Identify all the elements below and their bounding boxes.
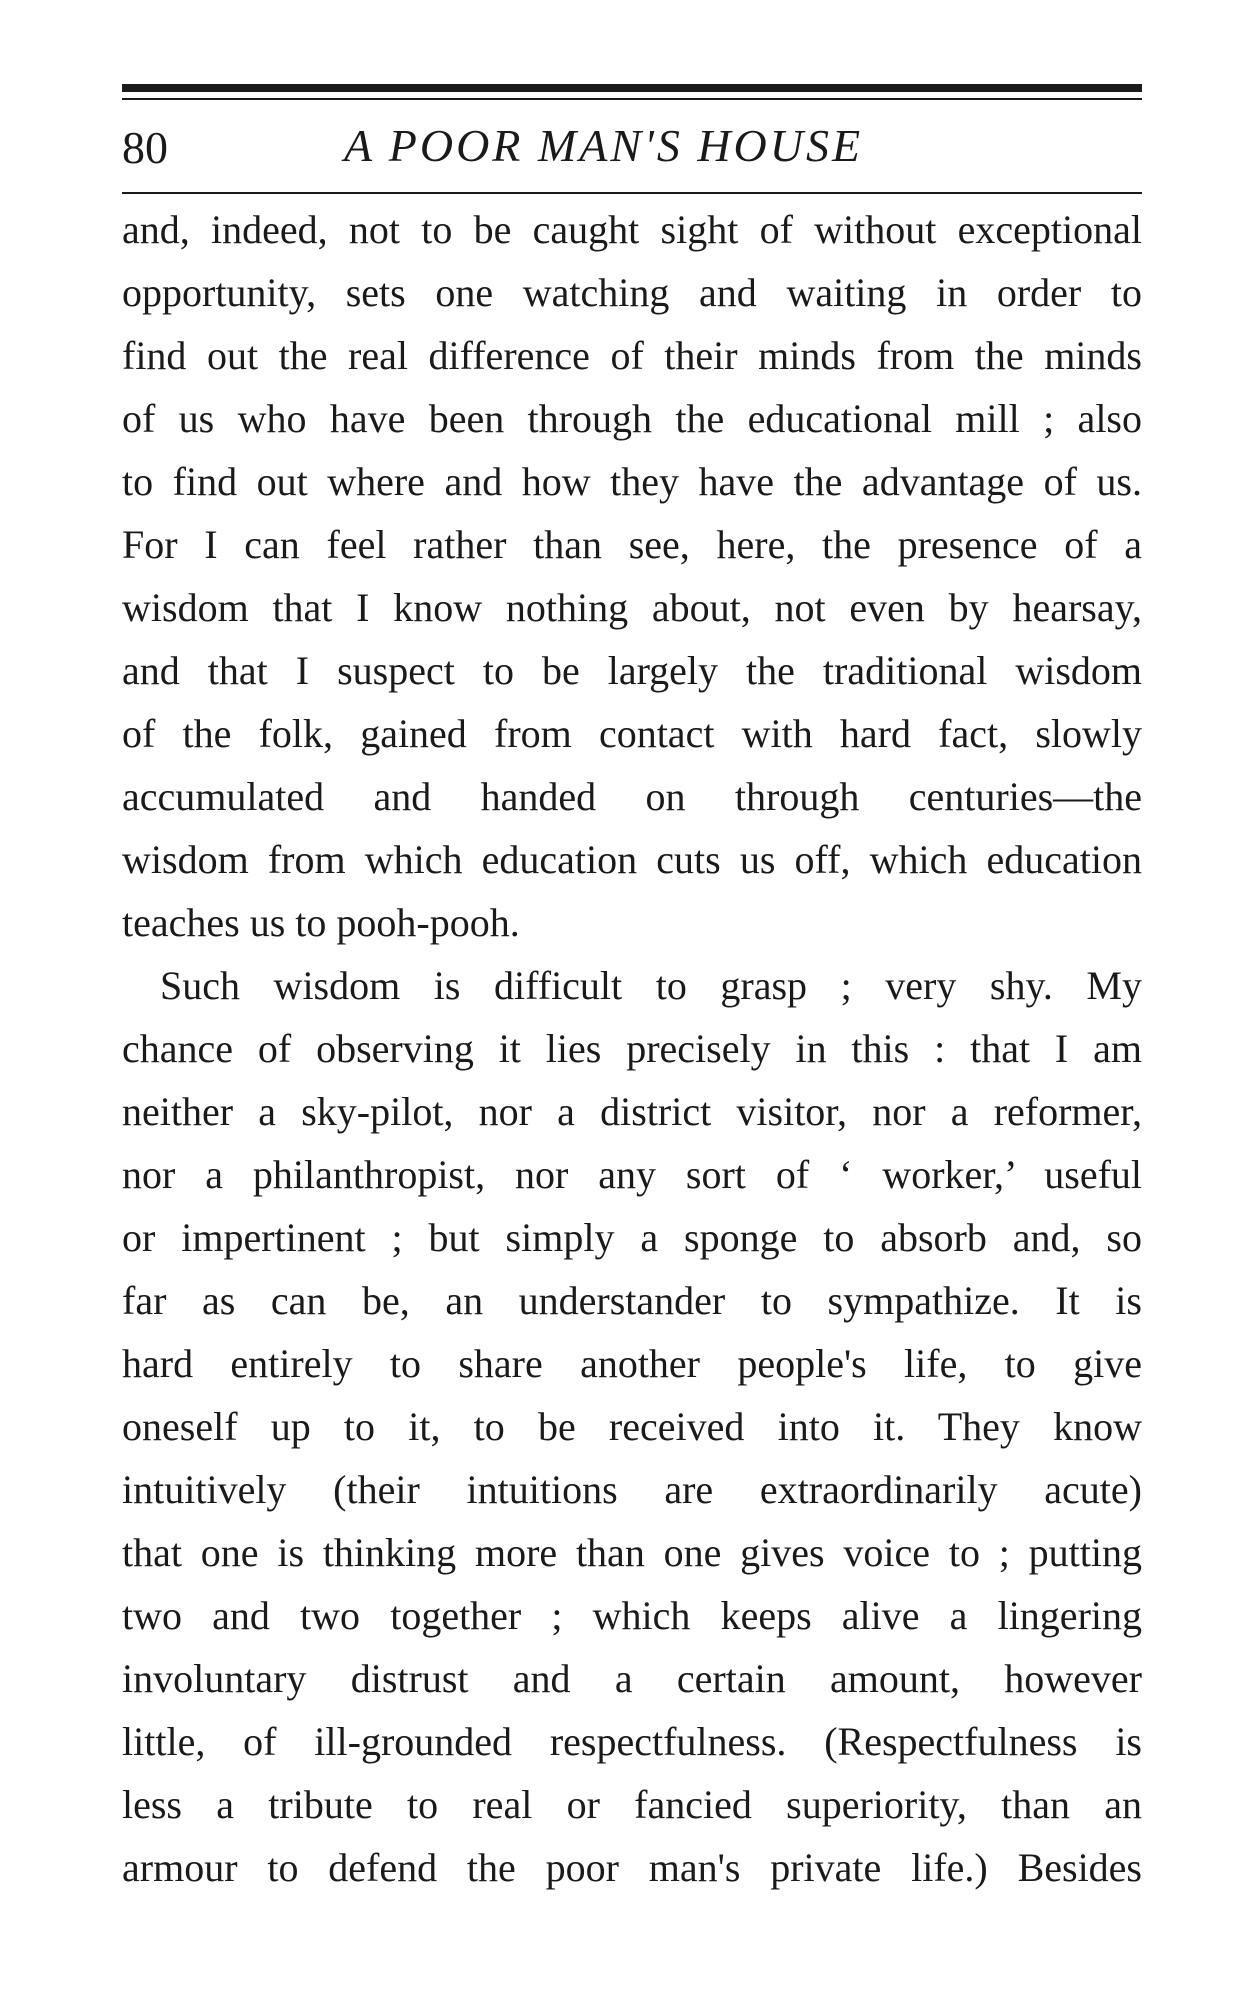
running-head	[122, 112, 1142, 182]
paragraph-end-line: teaches us to pooh-pooh.	[122, 900, 520, 945]
text-line: oneself up to it, to be received into it. They know	[122, 1404, 1142, 1449]
paragraph-start-line: Such wisdom is difficult to grasp ; very shy. My	[160, 963, 1142, 1008]
text-line: little, of ill-grounded respectfulness. (Respectfulness is	[122, 1719, 1142, 1764]
text-line: intuitively (their intuitions are extraordinarily acute)	[122, 1467, 1142, 1512]
text-line: hard entirely to share another people's life, to give	[122, 1341, 1142, 1386]
text-line: that one is thinking more than one gives voice to ; putting	[122, 1530, 1142, 1575]
text-line: or impertinent ; but simply a sponge to absorb and, so	[122, 1215, 1142, 1260]
text-line: less a tribute to real or fancied superiority, than an	[122, 1782, 1142, 1827]
text-line: to find out where and how they have the advantage of us.	[122, 459, 1142, 504]
top-rule-thin	[122, 98, 1142, 100]
body-text	[122, 198, 1142, 1899]
text-line: opportunity, sets one watching and waiting in order to	[122, 270, 1142, 315]
header-rule	[122, 192, 1142, 194]
top-rule-thick	[122, 84, 1142, 92]
running-title: A POOR MAN'S HOUSE	[344, 120, 864, 171]
text-line: accumulated and handed on through centuries—the	[122, 774, 1142, 819]
text-line: and, indeed, not to be caught sight of without exceptional	[122, 207, 1142, 252]
text-line: of us who have been through the educational mill ; also	[122, 396, 1142, 441]
text-line: wisdom that I know nothing about, not even by hearsay,	[122, 585, 1142, 630]
text-line: nor a philanthropist, nor any sort of ‘ worker,’ useful	[122, 1152, 1142, 1197]
text-line: of the folk, gained from contact with hard fact, slowly	[122, 711, 1142, 756]
text-line: For I can feel rather than see, here, the presence of a	[122, 522, 1142, 567]
text-line: armour to defend the poor man's private life.) Besides	[122, 1845, 1142, 1890]
text-line: two and two together ; which keeps alive a lingering	[122, 1593, 1142, 1638]
page-number: 80	[122, 122, 168, 173]
text-line: find out the real difference of their minds from the minds	[122, 333, 1142, 378]
text-line: chance of observing it lies precisely in this : that I am	[122, 1026, 1142, 1071]
text-line: involuntary distrust and a certain amount, however	[122, 1656, 1142, 1701]
text-line: neither a sky-pilot, nor a district visitor, nor a reformer,	[122, 1089, 1142, 1134]
text-line: wisdom from which education cuts us off, which education	[122, 837, 1142, 882]
text-line: and that I suspect to be largely the traditional wisdom	[122, 648, 1142, 693]
text-line: far as can be, an understander to sympathize. It is	[122, 1278, 1142, 1323]
